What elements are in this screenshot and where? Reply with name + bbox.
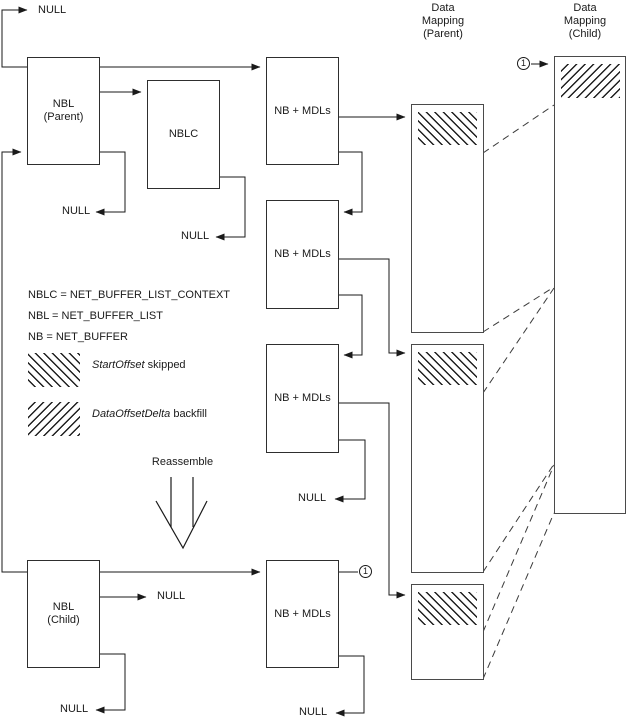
nb3-next-null-line	[335, 440, 365, 499]
nb4-next-null-line	[336, 656, 364, 713]
child-to-parent-line	[2, 152, 27, 572]
reassemble-arrowhead	[156, 501, 207, 548]
nbl-child-label-line1: NBL	[52, 601, 75, 613]
mapping-diagonal-links	[483, 105, 554, 679]
nb-mdls-box-2	[266, 200, 339, 309]
start-offset-hatch-1	[418, 112, 477, 145]
nblc-box	[147, 80, 220, 189]
legend-start-offset-label	[92, 359, 186, 372]
nb-mdls-label: NB + MDLs	[274, 392, 331, 404]
reassemble-caption: Reassemble	[151, 456, 214, 468]
nb-mdls-label: NB + MDLs	[274, 248, 331, 260]
header-child-line3: (Child)	[568, 28, 602, 40]
marker-1-child-mapping	[517, 57, 530, 70]
parent-prev-null-line	[2, 10, 27, 67]
nbl-parent-box	[27, 57, 100, 165]
diag-p1bottom-to-child	[483, 287, 554, 332]
parent-next-null-line	[96, 152, 125, 212]
backfill-hatch	[561, 64, 620, 98]
legend-abbrev-nblc: NBLC = NET_BUFFER_LIST_CONTEXT	[28, 289, 231, 301]
null-label-nb3-next: NULL	[298, 492, 327, 504]
parent-mapping-box-1	[411, 104, 484, 333]
marker-1-text: 1	[362, 566, 368, 576]
start-offset-hatch-3	[418, 592, 477, 625]
nb-mdls-label: NB + MDLs	[274, 104, 331, 117]
nbl-parent-label-line2: (Parent)	[43, 111, 84, 123]
null-label-parent-next: NULL	[62, 205, 91, 217]
nb2-to-nb3-line	[338, 295, 362, 355]
nb-mdls-box-3	[266, 344, 339, 453]
nbl-parent-label-line1: NBL	[52, 98, 75, 110]
null-label-nb4-next: NULL	[299, 706, 328, 718]
diag-p1top-to-child	[483, 105, 554, 153]
marker-1-nb4	[359, 565, 372, 578]
nblc-next-null-line	[216, 177, 245, 237]
null-label-child-bottom: NULL	[60, 703, 89, 715]
header-child-line2: Mapping	[563, 15, 607, 27]
legend-start-offset-swatch	[28, 353, 80, 387]
header-parent-line2: Mapping	[421, 15, 465, 27]
data-offset-rest: backfill	[170, 408, 207, 420]
header-parent-line1: Data	[431, 2, 455, 14]
child-mapping-box	[554, 56, 626, 514]
diag-p2bottom-to-child	[483, 464, 554, 572]
legend-data-offset-swatch	[28, 402, 80, 436]
null-label-nblc-next: NULL	[181, 230, 210, 242]
legend-abbrev-nbl: NBL = NET_BUFFER_LIST	[28, 310, 163, 322]
start-offset-rest: skipped	[144, 359, 186, 371]
nb1-to-nb2-line	[338, 152, 362, 212]
start-offset-term: StartOffset	[92, 359, 145, 371]
null-label-child-next: NULL	[157, 590, 186, 602]
nblc-label: NBLC	[168, 128, 199, 140]
column-header-parent-mapping	[401, 2, 485, 41]
parent-mapping-box-3	[411, 584, 484, 680]
start-offset-hatch-2	[418, 352, 477, 385]
header-child-line1: Data	[573, 2, 597, 14]
nbl-child-label-line2: (Child)	[47, 614, 80, 626]
diag-p3bottom-to-child	[483, 513, 554, 679]
header-parent-line3: (Parent)	[423, 28, 463, 40]
parent-mapping-box-2	[411, 344, 484, 573]
nbl-child-box	[27, 560, 100, 668]
diag-p3top-to-child	[483, 465, 554, 632]
child-bottom-null-line	[96, 654, 125, 710]
nb2-to-mapping-line	[338, 259, 405, 353]
marker-1-text: 1	[520, 58, 526, 68]
legend-data-offset-label	[92, 408, 207, 421]
null-label-parent-prev: NULL	[38, 4, 67, 16]
reassemble-arrow	[156, 477, 207, 548]
nb-mdls-box-1	[266, 57, 339, 165]
diag-p2top-to-child	[483, 288, 554, 393]
column-header-child-mapping	[543, 2, 627, 41]
data-offset-term: DataOffsetDelta	[92, 408, 171, 420]
legend-abbrev-nb: NB = NET_BUFFER	[28, 331, 128, 343]
nb-mdls-label: NB + MDLs	[274, 607, 331, 620]
nb-mdls-box-4	[266, 560, 339, 668]
